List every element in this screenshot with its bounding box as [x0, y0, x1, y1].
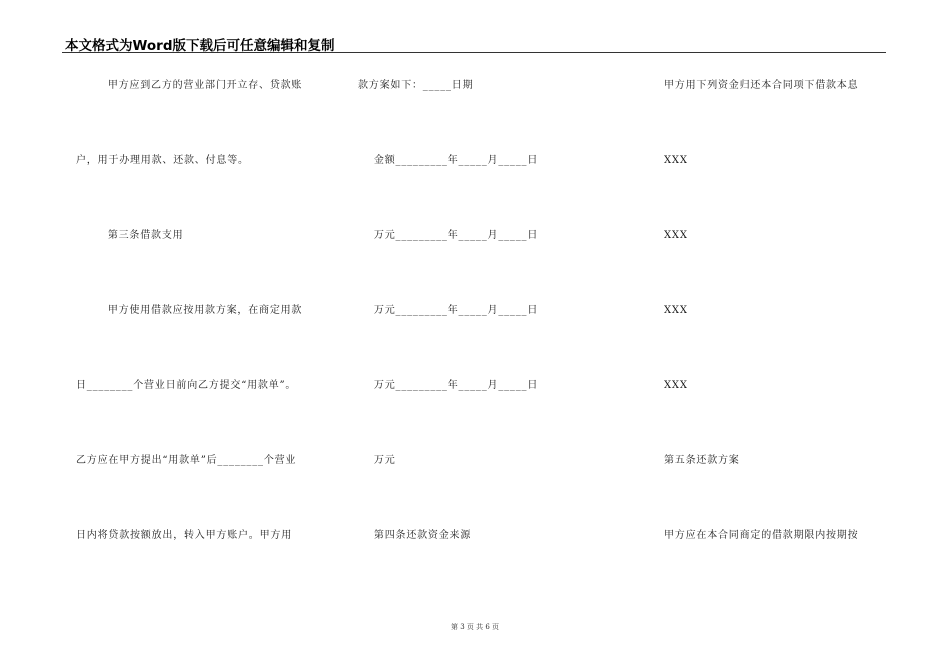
text-line: XXX	[664, 155, 688, 166]
text-line: 万元_________年_____月_____日	[358, 230, 539, 241]
page-number: 第 3 页 共 6 页	[450, 623, 500, 631]
text-line: 日内将贷款按额放出，转入甲方账户。甲方用	[76, 530, 292, 541]
header-divider	[62, 52, 886, 53]
text-line: 第四条还款资金来源	[358, 530, 472, 541]
text-line: XXX	[664, 230, 688, 241]
text-line: 金额_________年_____月_____日	[358, 155, 539, 166]
text-line: 乙方应在甲方提出“用款单”后________个营业	[76, 455, 297, 466]
text-line: XXX	[664, 305, 688, 316]
text-line: 款方案如下：_____日期	[358, 80, 474, 91]
text-line: 万元_________年_____月_____日	[358, 380, 539, 391]
text-line: 甲方应到乙方的营业部门开立存、贷款账	[76, 80, 303, 91]
text-line: 甲方用下列资金归还本合同项下借款本息	[664, 80, 859, 91]
text-line: 第三条借款支用	[76, 230, 184, 241]
text-line: 甲方应在本合同商定的借款期限内按期按	[664, 530, 859, 541]
text-line: 甲方使用借款应按用款方案，在商定用款	[76, 305, 303, 316]
text-line: 第五条还款方案	[664, 455, 740, 466]
text-line: 户，用于办理用款、还款、付息等。	[76, 155, 249, 166]
text-line: 万元_________年_____月_____日	[358, 305, 539, 316]
text-line: 万元	[358, 455, 396, 466]
text-line: XXX	[664, 380, 688, 391]
text-line: 日________个营业日前向乙方提交“用款单”。	[76, 380, 297, 391]
page-header-title: 本文格式为Word版下载后可任意编辑和复制	[65, 38, 335, 54]
